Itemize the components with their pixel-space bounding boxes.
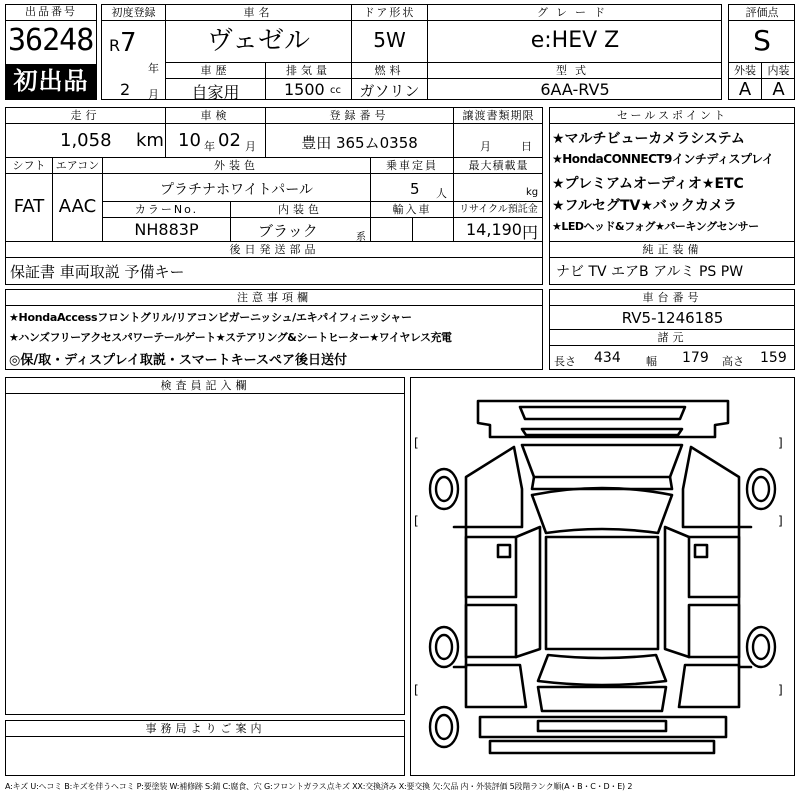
document-expiry-month-unit: 月 <box>480 140 491 153</box>
inspection-label: 車検 <box>200 109 231 122</box>
history: 自家用 <box>191 83 240 102</box>
mileage: 1,058 <box>60 130 112 151</box>
left-rear-door <box>466 605 516 657</box>
max-load-label: 最大積載量 <box>468 159 529 172</box>
chassis-label: 車台番号 <box>642 291 703 304</box>
model-code-label: 型式 <box>556 64 594 77</box>
right-rear-fender <box>679 665 739 707</box>
interior-grade-label: 内装 <box>767 64 790 77</box>
notes-label: 注意事項欄 <box>237 291 312 304</box>
later-parts: 保証書 車両取説 予備キー <box>10 263 185 281</box>
shift-label: シフト <box>12 159 46 172</box>
later-parts-label: 後日発送部品 <box>229 243 320 256</box>
bracket-right-mid: ] <box>778 514 783 528</box>
registration-no: 豊田 365ム0358 <box>301 134 418 152</box>
bracket-left-low: [ <box>414 683 419 697</box>
left-front-fender <box>466 447 522 527</box>
sales-point-item: ★LEDヘッド&フォグ★パーキングセンサー <box>552 220 759 233</box>
recycle-unit: 円 <box>522 223 539 242</box>
exterior-color-label: 外装色 <box>214 159 259 172</box>
displacement-label: 排気量 <box>286 64 331 77</box>
left-front-tire <box>430 469 458 509</box>
recycle-label: リサイクル預託金 <box>459 204 538 215</box>
first-registration-year: 7 <box>120 28 137 58</box>
door-type: 5W <box>373 28 406 52</box>
hood <box>522 445 682 477</box>
first-listing-badge: 初出品 <box>6 64 96 99</box>
notes-line: ◎保/取・ディスプレイ取説・スマートキースペア後日送付 <box>9 353 347 368</box>
windshield <box>532 488 672 533</box>
dimensions-label: 諸元 <box>657 331 688 344</box>
capacity-unit: 人 <box>436 187 447 200</box>
document-expiry-label: 譲渡書類期限 <box>462 109 535 122</box>
capacity-label: 乗車定員 <box>386 159 438 172</box>
first-registration-month-unit: 月 <box>148 88 159 101</box>
height-label: 高さ <box>722 355 744 368</box>
bracket-left-top: [ <box>414 436 419 450</box>
notes-line: ★HondaAccessフロントグリル/リアコンビガーニッシュ/エキパイフィニッシャー <box>9 311 412 324</box>
front-grille <box>520 407 685 419</box>
registration-no-label: 登録番号 <box>329 109 390 122</box>
interior-color-label: 内装色 <box>278 203 323 216</box>
mileage-label: 走行 <box>70 109 101 122</box>
color-no-label: カラーNo. <box>134 203 199 216</box>
inspector-label: 検査員記入欄 <box>160 379 251 392</box>
car-diagram <box>410 377 795 776</box>
sales-points-label: セールスポイント <box>616 109 728 122</box>
sales-point-item: ★フルセグTV★バックカメラ <box>552 198 737 214</box>
lot-number: 36248 <box>8 23 94 58</box>
interior-color-suffix: 系 <box>356 232 366 243</box>
spare-tire <box>430 707 458 747</box>
aircon-label: エアコン <box>55 159 100 172</box>
inspection-year: 10 <box>178 130 201 151</box>
fuel: ガソリン <box>359 82 420 100</box>
displacement: 1500 <box>284 80 325 99</box>
recycle: 14,190 <box>466 220 522 239</box>
door-label: ドア形状 <box>363 6 416 19</box>
lot-label: 出品番号 <box>25 5 77 18</box>
width-label: 幅 <box>646 355 657 368</box>
shift: FAT <box>13 196 45 217</box>
first-registration-month: 2 <box>120 80 131 99</box>
history-label: 車歴 <box>200 64 231 77</box>
model-code: 6AA-RV5 <box>540 80 610 99</box>
inspection-month: 02 <box>218 130 241 151</box>
inspector-box <box>5 377 405 715</box>
bracket-right-top: ] <box>778 436 783 450</box>
first-registration-era: R <box>109 36 121 55</box>
left-rear-fender <box>466 665 526 707</box>
tailgate <box>538 687 666 711</box>
inspection-year-unit: 年 <box>204 140 215 153</box>
aircon: AAC <box>58 196 97 217</box>
right-rear-tire <box>747 627 775 667</box>
right-front-fender <box>683 447 739 527</box>
exterior-grade: A <box>738 79 752 100</box>
notes-line: ★ハンズフリーアクセスパワーテールゲート★ステアリング&シートヒーター★ワイヤレス充電 <box>9 331 452 344</box>
bracket-left-mid: [ <box>414 514 419 528</box>
bracket-right-low: ] <box>778 683 783 697</box>
left-rear-tire <box>430 627 458 667</box>
right-rear-door <box>689 605 739 657</box>
height: 159 <box>760 350 787 366</box>
exterior-grade-label: 外装 <box>734 64 756 77</box>
exterior-color: プラチナホワイトパール <box>159 182 314 198</box>
grade: e:HEV Z <box>530 28 620 53</box>
equipment: ナビ TV エアB アルミ PS PW <box>556 264 744 280</box>
fuel-label: 燃料 <box>374 64 405 77</box>
office-label: 事務局よりご案内 <box>145 722 266 735</box>
right-front-tire <box>747 469 775 509</box>
sales-point-item: ★HondaCONNECT9インチディスプレイ <box>552 152 774 166</box>
capacity: 5 <box>410 180 420 198</box>
sales-point-item: ★プレミアムオーディオ★ETC <box>552 176 744 192</box>
document-expiry-day-unit: 日 <box>521 140 532 153</box>
width: 179 <box>682 350 709 366</box>
first-registration-year-unit: 年 <box>148 62 159 75</box>
roof <box>546 537 658 649</box>
displacement-unit: cc <box>330 85 341 96</box>
equipment-label: 純正装備 <box>642 243 703 256</box>
first-registration-label: 初度登録 <box>111 6 156 19</box>
right-mirror <box>695 545 707 557</box>
length-label: 長さ <box>554 355 576 368</box>
color-no: NH883P <box>134 220 199 239</box>
car-name-label: 車名 <box>243 6 274 19</box>
length: 434 <box>594 350 621 366</box>
inspection-month-unit: 月 <box>245 140 256 153</box>
score-label: 評価点 <box>745 6 779 19</box>
car-name: ヴェゼル <box>207 26 310 56</box>
rear-window <box>538 655 666 685</box>
sales-point-item: ★マルチビューカメラシステム <box>552 131 745 147</box>
mileage-unit: km <box>136 130 164 151</box>
left-mirror <box>498 545 510 557</box>
grade-label: グレード <box>537 6 613 19</box>
max-load-unit: kg <box>526 187 539 198</box>
interior-color: ブラック <box>258 222 318 240</box>
legend-footer: A:キズ U:ヘコミ B:キズを伴うヘコミ P:要塗装 W:補修跡 S:錆 C:腐食、穴 G:フロントガラス点キズ XX:交換済み X:要交換 欠:欠品 内・外装評価 5段階ランク順(A・B・C・D・E) 2 <box>5 782 633 791</box>
chassis-no: RV5-1246185 <box>621 309 724 327</box>
interior-grade: A <box>772 79 785 100</box>
score: S <box>753 24 771 57</box>
import-label: 輸入車 <box>392 203 432 216</box>
